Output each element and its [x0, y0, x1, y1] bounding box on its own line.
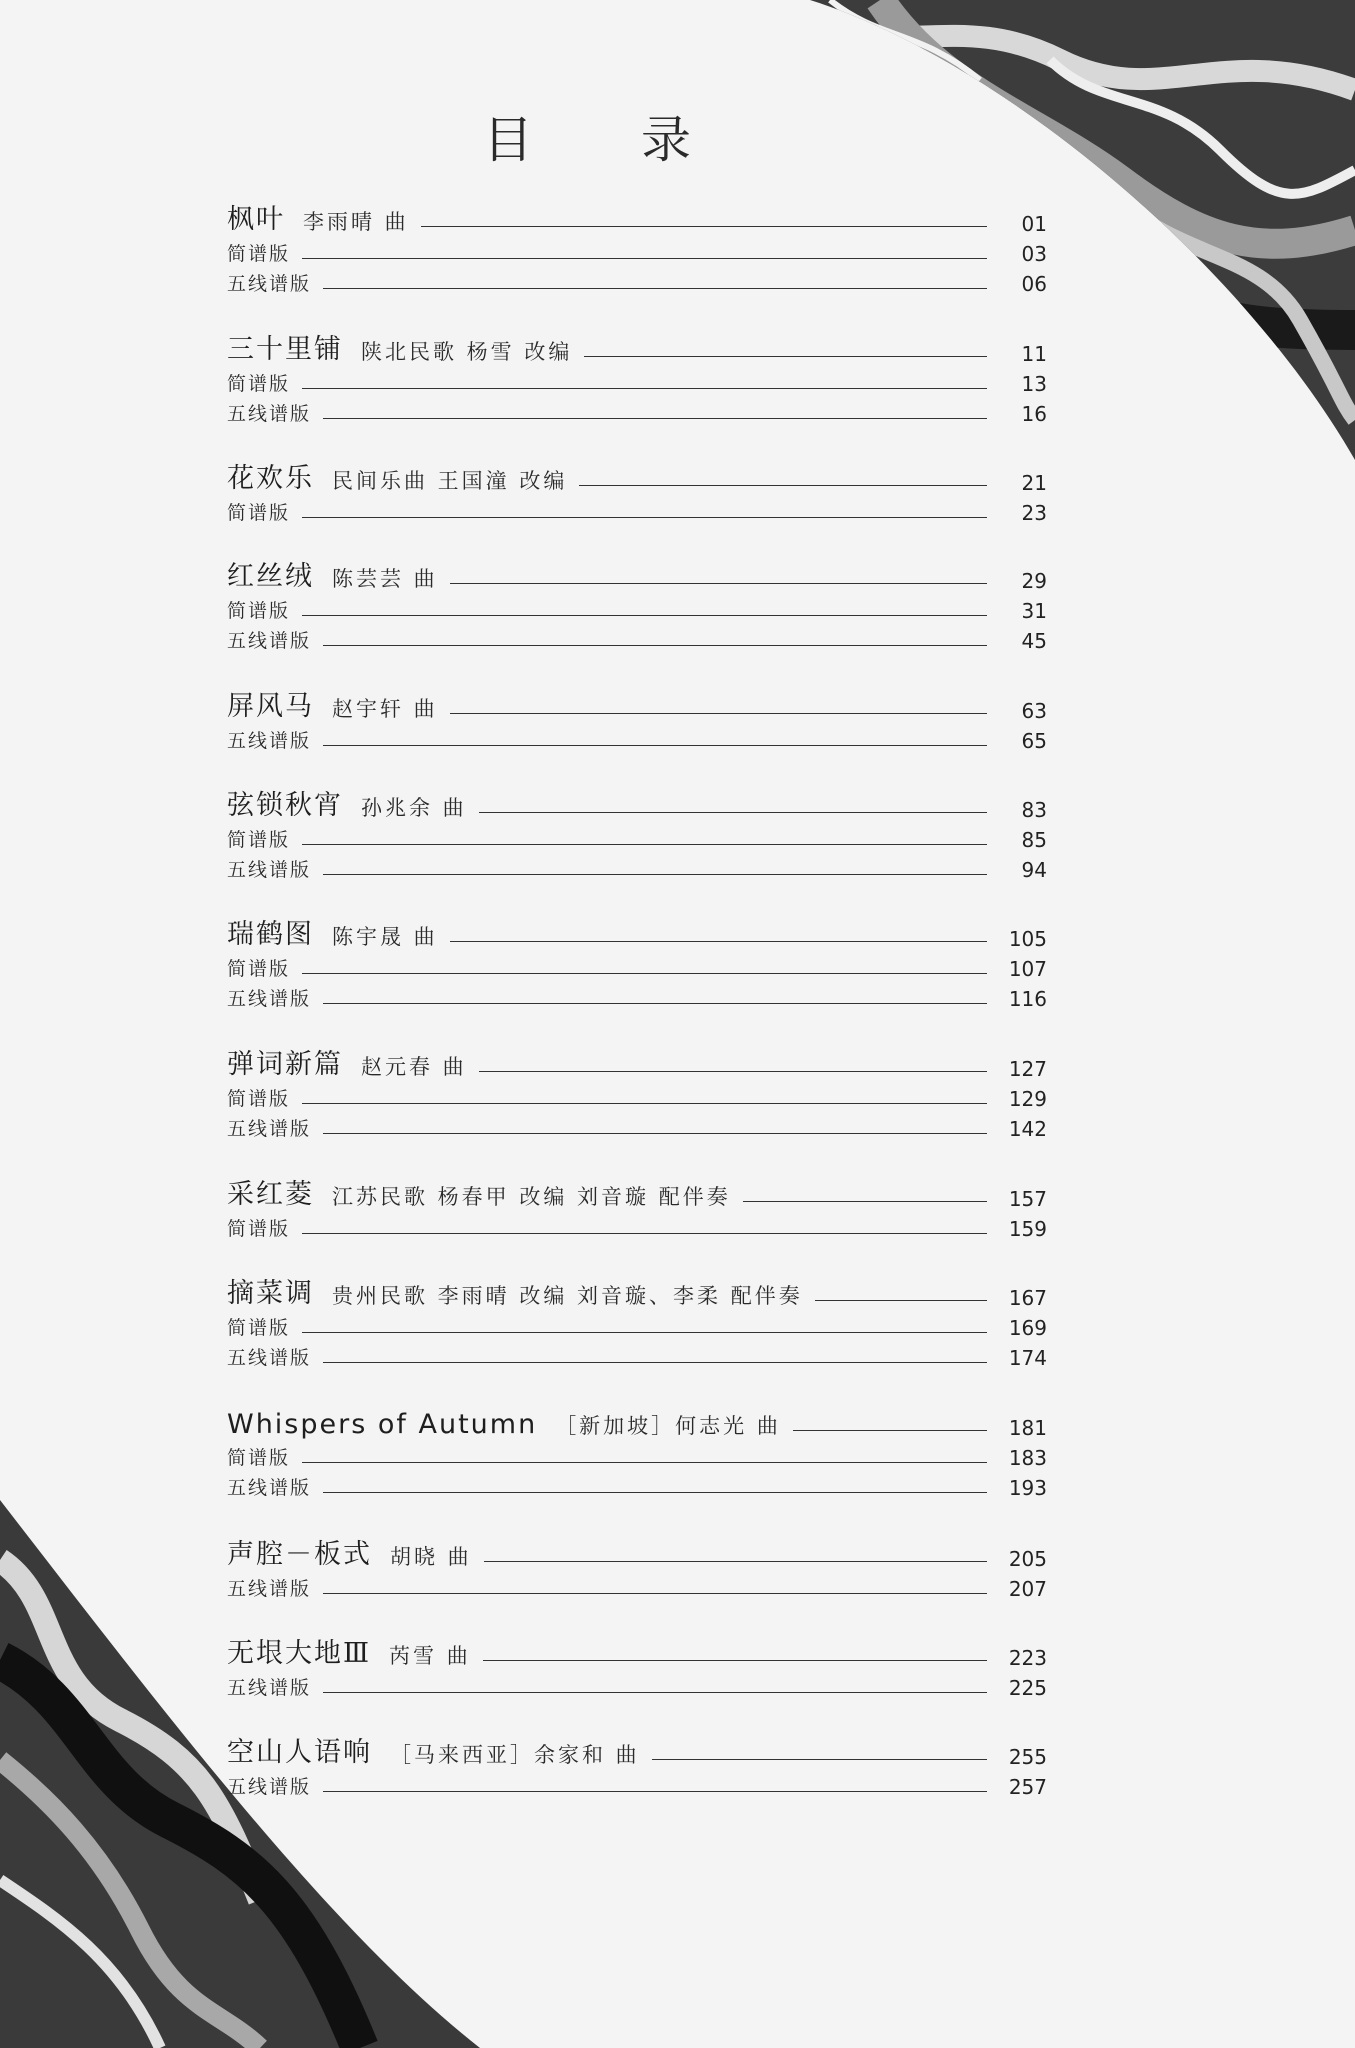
page-number: 223	[1008, 1646, 1047, 1670]
toc-entry[interactable]	[227, 1175, 1047, 1241]
page-number: 45	[1021, 629, 1047, 653]
entry-credit: 孙兆余 曲	[361, 796, 467, 820]
toc-entry[interactable]	[227, 1733, 1047, 1799]
dot-leader	[323, 1492, 987, 1493]
page-number: 193	[1008, 1476, 1047, 1500]
entry-title: 无垠大地Ⅲ	[227, 1638, 372, 1669]
page-number: 183	[1008, 1446, 1047, 1470]
page-number: 11	[1021, 342, 1047, 366]
sub-label: 五线谱版	[227, 1118, 312, 1140]
page-number: 107	[1008, 957, 1047, 981]
dot-leader	[302, 1103, 987, 1104]
dot-leader	[450, 583, 987, 584]
entry-credit: 民间乐曲 王国潼 改编	[332, 469, 568, 493]
dot-leader	[302, 1332, 987, 1333]
toc-entry[interactable]	[227, 786, 1047, 882]
sub-label: 简谱版	[227, 829, 291, 851]
sub-label: 五线谱版	[227, 1477, 312, 1499]
sub-label: 简谱版	[227, 502, 291, 524]
entry-credit: 赵元春 曲	[361, 1055, 467, 1079]
entry-credit: 江苏民歌 杨春甲 改编 刘音璇 配伴奏	[332, 1185, 731, 1209]
dot-leader	[302, 388, 987, 389]
sub-label: 简谱版	[227, 1447, 291, 1469]
page-number: 94	[1021, 858, 1047, 882]
entry-title: 屏风马	[227, 691, 314, 722]
sub-label: 简谱版	[227, 373, 291, 395]
toc-entry[interactable]	[227, 1045, 1047, 1141]
sub-label: 五线谱版	[227, 1776, 312, 1798]
dot-leader	[323, 1791, 987, 1792]
page-number: 169	[1008, 1316, 1047, 1340]
sub-label: 简谱版	[227, 600, 291, 622]
sub-label: 五线谱版	[227, 1677, 312, 1699]
sub-label: 简谱版	[227, 958, 291, 980]
toc-entry[interactable]	[227, 687, 1047, 753]
page-number: 127	[1008, 1057, 1047, 1081]
entry-credit: 陈芸芸 曲	[332, 567, 438, 591]
toc-entry[interactable]	[227, 1274, 1047, 1370]
dot-leader	[323, 1003, 987, 1004]
page-number: 157	[1008, 1187, 1047, 1211]
toc-entry[interactable]	[227, 200, 1047, 296]
entry-credit: 李雨晴 曲	[303, 210, 409, 234]
dot-leader	[323, 1133, 987, 1134]
dot-leader	[302, 258, 987, 259]
dot-leader	[323, 745, 987, 746]
toc-entry[interactable]	[227, 330, 1047, 426]
entry-credit: 陈宇晟 曲	[332, 925, 438, 949]
sub-label: 五线谱版	[227, 988, 312, 1010]
entry-title: 摘菜调	[227, 1278, 314, 1309]
page-number: 116	[1008, 987, 1047, 1011]
dot-leader	[302, 1462, 987, 1463]
page-number: 23	[1021, 501, 1047, 525]
sub-label: 五线谱版	[227, 730, 312, 752]
dot-leader	[302, 517, 987, 518]
entry-credit: 赵宇轩 曲	[332, 697, 438, 721]
entry-credit: 陕北民歌 杨雪 改编	[361, 340, 573, 364]
entry-credit: ［新加坡］何志光 曲	[555, 1414, 781, 1438]
sub-label: 五线谱版	[227, 859, 312, 881]
dot-leader	[652, 1759, 987, 1760]
entry-title: 花欢乐	[227, 463, 314, 494]
page-number: 142	[1008, 1117, 1047, 1141]
entry-title: 瑞鹤图	[227, 919, 314, 950]
entry-title: 声腔－板式	[227, 1539, 372, 1570]
sub-label: 五线谱版	[227, 1578, 312, 1600]
entry-credit: ［马来西亚］余家和 曲	[390, 1743, 640, 1767]
dot-leader	[302, 844, 987, 845]
toc-entry[interactable]	[227, 1535, 1047, 1601]
dot-leader	[421, 226, 987, 227]
dot-leader	[579, 485, 987, 486]
entry-title: 三十里铺	[227, 334, 343, 365]
dot-leader	[323, 874, 987, 875]
page-number: 16	[1021, 402, 1047, 426]
toc-entry[interactable]	[227, 1404, 1047, 1500]
page-number: 85	[1021, 828, 1047, 852]
dot-leader	[302, 1233, 987, 1234]
entry-title: Whispers of Autumn	[227, 1409, 538, 1440]
page-number: 257	[1008, 1775, 1047, 1799]
entry-credit: 贵州民歌 李雨晴 改编 刘音璇、李柔 配伴奏	[332, 1284, 803, 1308]
dot-leader	[323, 645, 987, 646]
page-number: 06	[1021, 272, 1047, 296]
entry-title: 弹词新篇	[227, 1049, 343, 1080]
entry-credit: 胡晓 曲	[390, 1545, 472, 1569]
dot-leader	[793, 1430, 987, 1431]
page-number: 129	[1008, 1087, 1047, 1111]
dot-leader	[450, 713, 987, 714]
dot-leader	[483, 1660, 987, 1661]
dot-leader	[743, 1201, 987, 1202]
entry-title: 采红菱	[227, 1179, 314, 1210]
page-number: 29	[1021, 569, 1047, 593]
dot-leader	[815, 1300, 987, 1301]
dot-leader	[450, 941, 987, 942]
page-number: 255	[1008, 1745, 1047, 1769]
toc-entry[interactable]	[227, 557, 1047, 653]
dot-leader	[323, 1593, 987, 1594]
page-number: 01	[1021, 212, 1047, 236]
sub-label: 简谱版	[227, 1218, 291, 1240]
sub-label: 五线谱版	[227, 1347, 312, 1369]
page-number: 21	[1021, 471, 1047, 495]
page-number: 65	[1021, 729, 1047, 753]
dot-leader	[479, 812, 987, 813]
page-number: 174	[1008, 1346, 1047, 1370]
dot-leader	[323, 418, 987, 419]
page-number: 159	[1008, 1217, 1047, 1241]
dot-leader	[323, 288, 987, 289]
dot-leader	[323, 1362, 987, 1363]
page-number: 205	[1008, 1547, 1047, 1571]
dot-leader	[584, 356, 987, 357]
page-number: 63	[1021, 699, 1047, 723]
dot-leader	[302, 973, 987, 974]
page-number: 03	[1021, 242, 1047, 266]
dot-leader	[479, 1071, 987, 1072]
page-number: 207	[1008, 1577, 1047, 1601]
sub-label: 简谱版	[227, 1317, 291, 1339]
page-number: 83	[1021, 798, 1047, 822]
page-number: 31	[1021, 599, 1047, 623]
toc-entry[interactable]	[227, 915, 1047, 1011]
entry-title: 空山人语响	[227, 1737, 372, 1768]
sub-label: 五线谱版	[227, 273, 312, 295]
dot-leader	[302, 615, 987, 616]
dot-leader	[484, 1561, 987, 1562]
page-number: 181	[1008, 1416, 1047, 1440]
sub-label: 简谱版	[227, 243, 291, 265]
toc-entry[interactable]	[227, 1634, 1047, 1700]
sub-label: 简谱版	[227, 1088, 291, 1110]
entry-title: 枫叶	[227, 204, 285, 235]
page-number: 225	[1008, 1676, 1047, 1700]
page-number: 167	[1008, 1286, 1047, 1310]
page-number: 13	[1021, 372, 1047, 396]
toc-heading: 目 录	[483, 111, 737, 169]
entry-title: 弦锁秋宵	[227, 790, 343, 821]
sub-label: 五线谱版	[227, 630, 312, 652]
toc-entry[interactable]	[227, 459, 1047, 525]
dot-leader	[323, 1692, 987, 1693]
entry-credit: 芮雪 曲	[389, 1644, 471, 1668]
page-number: 105	[1008, 927, 1047, 951]
sub-label: 五线谱版	[227, 403, 312, 425]
entry-title: 红丝绒	[227, 561, 314, 592]
